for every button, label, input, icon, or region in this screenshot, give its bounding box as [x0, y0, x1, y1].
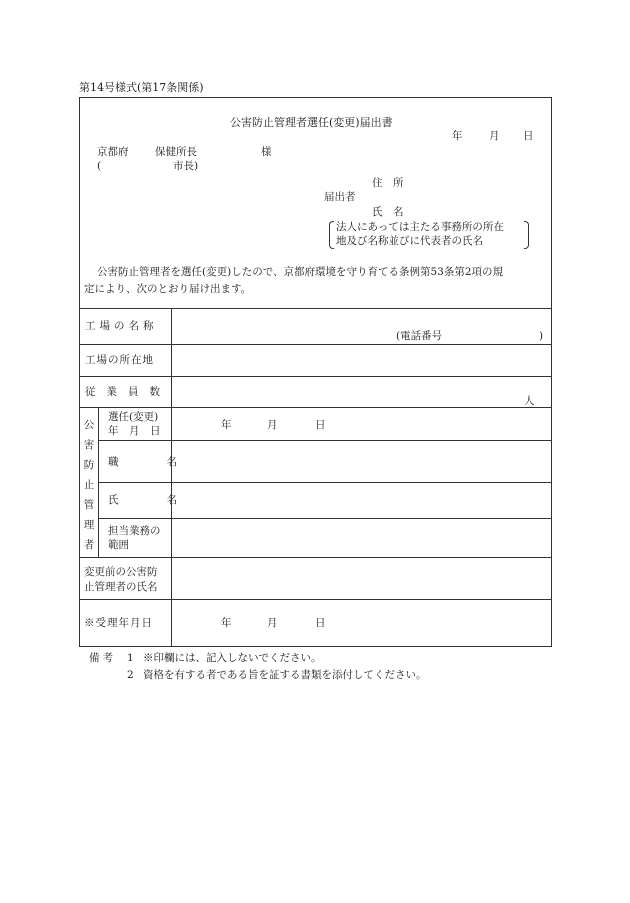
addressee-paren: ( — [97, 160, 102, 172]
date-day: 日 — [523, 130, 534, 142]
addressee-prefecture: 京都府 — [97, 146, 129, 158]
note-1-number: 1 — [127, 652, 134, 664]
row-divider — [98, 518, 552, 519]
previous-manager-label-2: 止管理者の氏名 — [84, 581, 158, 593]
receipt-date-label: ※受理年月日 — [84, 617, 153, 629]
row-divider — [79, 344, 552, 345]
row-divider — [79, 376, 552, 377]
duties-label-2: 範囲 — [108, 539, 129, 551]
previous-manager-label-1: 変更前の公害防 — [84, 566, 158, 578]
phone-close: ) — [539, 330, 544, 342]
manager-group-char: 止 — [83, 479, 95, 491]
appointment-day: 日 — [315, 419, 326, 431]
receipt-month: 月 — [267, 617, 278, 629]
notifier-label: 届出者 — [324, 191, 356, 203]
employees-label: 従業員数 — [85, 386, 171, 398]
appointment-label-1: 選任(変更) — [108, 411, 159, 423]
row-divider — [79, 407, 552, 408]
notifier-address-label: 住 所 — [372, 177, 404, 189]
date-month: 月 — [489, 130, 500, 142]
manager-group-char: 管 — [83, 499, 95, 511]
factory-name-label: 工場の名称 — [85, 320, 158, 332]
date-year: 年 — [452, 130, 463, 142]
factory-location-label: 工場の所在地 — [85, 354, 154, 366]
statement-line-2: 定により、次のとおり届け出ます。 — [84, 283, 252, 295]
appointment-label-2: 年 月 日 — [108, 425, 161, 437]
column-divider — [98, 407, 99, 557]
receipt-year: 年 — [221, 617, 232, 629]
row-divider — [79, 308, 552, 309]
row-divider — [79, 557, 552, 558]
duties-label-1: 担当業務の — [108, 525, 161, 537]
manager-group-char: 理 — [83, 519, 95, 531]
column-divider — [171, 308, 172, 647]
form-title: 公害防止管理者選任(変更)届出書 — [230, 116, 393, 129]
form-frame — [79, 97, 552, 647]
addressee-honorific: 様 — [261, 146, 272, 158]
note-2-text: 資格を有する者である旨を証する書類を添付してください。 — [143, 669, 427, 681]
manager-group-char: 害 — [83, 439, 95, 451]
name-label: 氏 名 — [108, 494, 186, 506]
manager-group-char: 者 — [83, 539, 95, 551]
note-2-number: 2 — [127, 669, 134, 681]
row-divider — [98, 482, 552, 483]
receipt-day: 日 — [315, 617, 326, 629]
manager-group-char: 防 — [83, 459, 95, 471]
corp-note-2: 地及び名称並びに代表者の氏名 — [336, 235, 483, 247]
notifier-name-label: 氏 名 — [372, 206, 404, 218]
addressee-director: 保健所長 — [155, 146, 197, 158]
row-divider — [79, 599, 552, 600]
notes-label: 備考 — [89, 652, 116, 664]
note-bracket-right — [524, 221, 529, 249]
phone-label: (電話番号 — [396, 330, 443, 342]
row-divider — [98, 440, 552, 441]
statement-line-1: 公害防止管理者を選任(変更)したので、京都府環境を守り育てる条例第53条第2項の規 — [97, 266, 504, 278]
form-number: 第14号様式(第17条関係) — [79, 81, 204, 94]
appointment-month: 月 — [267, 419, 278, 431]
position-label: 職 名 — [108, 456, 186, 468]
note-bracket-left — [329, 221, 334, 249]
appointment-year: 年 — [221, 419, 232, 431]
employees-unit: 人 — [524, 395, 535, 407]
addressee-mayor: 市長) — [173, 160, 199, 172]
note-1-text: ※印欄には、記入しないでください。 — [143, 652, 322, 664]
manager-group-char: 公 — [83, 419, 95, 431]
corp-note-1: 法人にあっては主たる事務所の所在 — [336, 221, 504, 233]
